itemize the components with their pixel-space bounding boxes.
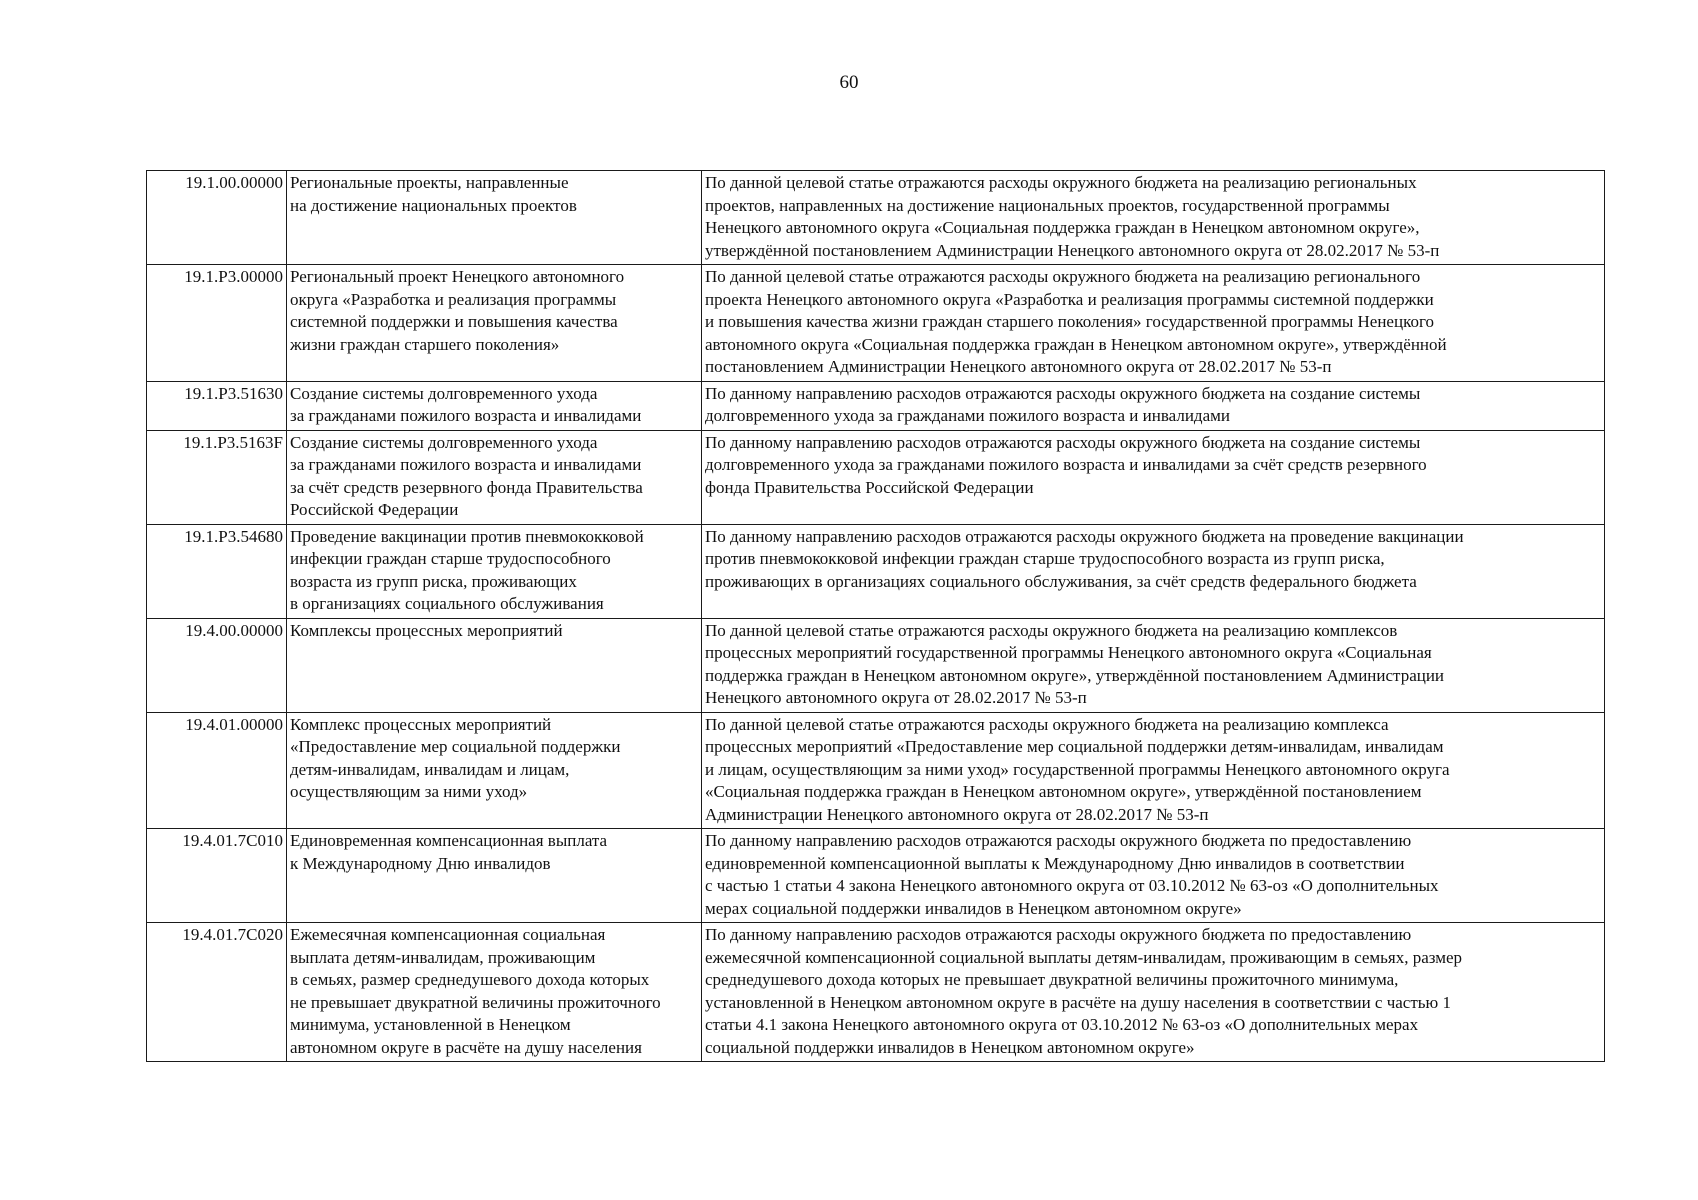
target-article-name: Комплекс процессных мероприятий «Предоставление мер социальной поддержки детям-инвалидам, инвалидам и лицам, осуществляющим за ними уход» [287, 712, 702, 829]
target-article-description: По данному направлению расходов отражаются расходы окружного бюджета по предоставлению ежемесячной компенсационной социальной выплаты детям-инвалидам, проживающим в семьях, размер среднедушевого дохода которых не превышает двукратной величины прожиточного минимума, установленной в Ненецком автономном округе в расчёте на душу населения в соответствии с частью 1 статьи 4.1 закона Ненецкого автономного округа от 03.10.2012 № 63-оз «О дополнительных мерах социальной поддержки инвалидов в Ненецком автономном округе» [702, 923, 1605, 1062]
table-row [147, 923, 1605, 1062]
target-article-name: Проведение вакцинации против пневмококковой инфекции граждан старше трудоспособного возраста из групп риска, проживающих в организациях социального обслуживания [287, 524, 702, 618]
target-article-description: По данному направлению расходов отражаются расходы окружного бюджета на проведение вакцинации против пневмококковой инфекции граждан старше трудоспособного возраста из групп риска, проживающих в организациях социального обслуживания, за счёт средств федерального бюджета [702, 524, 1605, 618]
target-article-code: 19.1.P3.5163F [147, 430, 287, 524]
target-article-name: Создание системы долговременного ухода за гражданами пожилого возраста и инвалидами за счёт средств резервного фонда Правительства Российской Федерации [287, 430, 702, 524]
table-row [147, 829, 1605, 923]
budget-classification-table [146, 170, 1605, 1062]
target-article-name: Единовременная компенсационная выплата к Международному Дню инвалидов [287, 829, 702, 923]
target-article-code: 19.1.P3.54680 [147, 524, 287, 618]
target-article-description: По данной целевой статье отражаются расходы окружного бюджета на реализацию региональных проектов, направленных на достижение национальных проектов, государственной программы Ненецкого автономного округа «Социальная поддержка граждан в Ненецком автономном округе», утверждённой постановлением Администрации Ненецкого автономного округа от 28.02.2017 № 53-п [702, 171, 1605, 265]
target-article-code: 19.4.01.7С020 [147, 923, 287, 1062]
target-article-code: 19.4.01.7С010 [147, 829, 287, 923]
table-row [147, 381, 1605, 430]
target-article-description: По данной целевой статье отражаются расходы окружного бюджета на реализацию комплекса процессных мероприятий «Предоставление мер социальной поддержки детям-инвалидам, инвалидам и лицам, осуществляющим за ними уход» государственной программы Ненецкого автономного округа «Социальная поддержка граждан в Ненецком автономном округе», утверждённой постановлением Администрации Ненецкого автономного округа от 28.02.2017 № 53-п [702, 712, 1605, 829]
target-article-description: По данному направлению расходов отражаются расходы окружного бюджета по предоставлению единовременной компенсационной выплаты к Международному Дню инвалидов в соответствии с частью 1 статьи 4 закона Ненецкого автономного округа от 03.10.2012 № 63-оз «О дополнительных мерах социальной поддержки инвалидов в Ненецком автономном округе» [702, 829, 1605, 923]
table-row [147, 524, 1605, 618]
target-article-code: 19.4.00.00000 [147, 618, 287, 712]
target-article-code: 19.1.P3.51630 [147, 381, 287, 430]
target-article-description: По данному направлению расходов отражаются расходы окружного бюджета на создание системы долговременного ухода за гражданами пожилого возраста и инвалидами [702, 381, 1605, 430]
table-row [147, 265, 1605, 382]
target-article-code: 19.1.P3.00000 [147, 265, 287, 382]
target-article-name: Региональный проект Ненецкого автономного округа «Разработка и реализация программы системной поддержки и повышения качества жизни граждан старшего поколения» [287, 265, 702, 382]
table-row [147, 618, 1605, 712]
target-article-name: Комплексы процессных мероприятий [287, 618, 702, 712]
target-article-description: По данной целевой статье отражаются расходы окружного бюджета на реализацию комплексов процессных мероприятий государственной программы Ненецкого автономного округа «Социальная поддержка граждан в Ненецком автономном округе», утверждённой постановлением Администрации Ненецкого автономного округа от 28.02.2017 № 53-п [702, 618, 1605, 712]
target-article-description: По данному направлению расходов отражаются расходы окружного бюджета на создание системы долговременного ухода за гражданами пожилого возраста и инвалидами за счёт средств резервного фонда Правительства Российской Федерации [702, 430, 1605, 524]
page-number: 60 [839, 72, 859, 93]
table-row [147, 171, 1605, 265]
table-row [147, 712, 1605, 829]
target-article-name: Региональные проекты, направленные на достижение национальных проектов [287, 171, 702, 265]
table-row [147, 430, 1605, 524]
target-article-name: Создание системы долговременного ухода за гражданами пожилого возраста и инвалидами [287, 381, 702, 430]
target-article-code: 19.1.00.00000 [147, 171, 287, 265]
target-article-name: Ежемесячная компенсационная социальная выплата детям-инвалидам, проживающим в семьях, размер среднедушевого дохода которых не превышает двукратной величины прожиточного минимума, установленной в Ненецком автономном округе в расчёте на душу населения [287, 923, 702, 1062]
target-article-description: По данной целевой статье отражаются расходы окружного бюджета на реализацию регионального проекта Ненецкого автономного округа «Разработка и реализация программы системной поддержки и повышения качества жизни граждан старшего поколения» государственной программы Ненецкого автономного округа «Социальная поддержка граждан в Ненецком автономном округе», утверждённой постановлением Администрации Ненецкого автономного округа от 28.02.2017 № 53-п [702, 265, 1605, 382]
target-article-code: 19.4.01.00000 [147, 712, 287, 829]
